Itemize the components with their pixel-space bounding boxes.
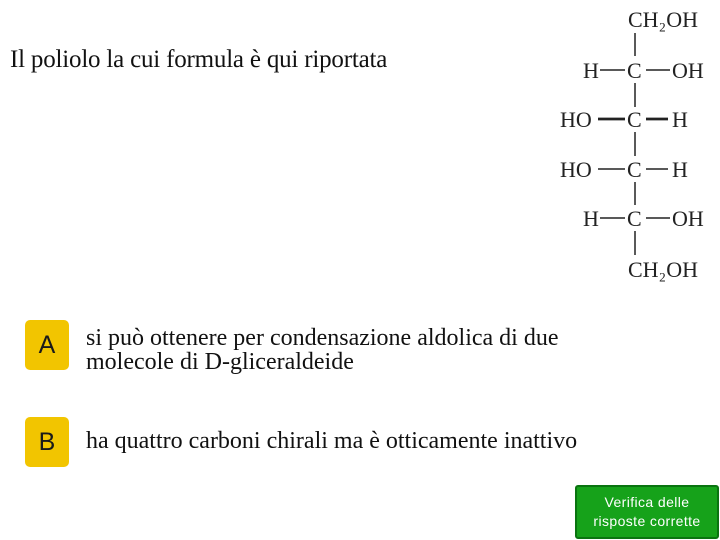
- formula-diagram: [548, 0, 720, 290]
- formula-row-3-carbon: C: [627, 157, 642, 182]
- verify-button-label-line-2: risposte corrette: [593, 513, 701, 529]
- option-a-text-line-2: molecole di D-gliceraldeide: [86, 349, 354, 375]
- question-text: Il poliolo la cui formula è qui riportata: [10, 46, 388, 73]
- option-b-text: [86, 429, 686, 453]
- formula-bottom-group: CH₂OH: [628, 257, 699, 282]
- formula-top-group: CH₂OH: [628, 7, 699, 32]
- option-a-badge[interactable]: A: [25, 320, 69, 370]
- formula-row-1-right: OH: [672, 58, 704, 83]
- formula-row-2-carbon: C: [627, 107, 642, 132]
- formula-row-3-right: H: [672, 157, 688, 182]
- formula-row-4-carbon: C: [627, 206, 642, 231]
- option-a-text-line-1: si può ottenere per condensazione aldolica di due: [86, 325, 559, 351]
- formula-row-2-right: H: [672, 107, 688, 132]
- fischer-projection-formula: [548, 0, 720, 290]
- option-a-text: [86, 326, 686, 374]
- formula-row-3-left: HO: [560, 157, 592, 182]
- formula-row-2-left: HO: [560, 107, 592, 132]
- formula-row-1-carbon: C: [627, 58, 642, 83]
- verify-answers-button[interactable]: [575, 485, 719, 539]
- formula-row-4-left: H: [583, 206, 599, 231]
- option-b-text-line-1: ha quattro carboni chirali ma è otticamente inattivo: [86, 428, 578, 454]
- option-b-badge[interactable]: B: [25, 417, 69, 467]
- verify-button-label-line-1: Verifica delle: [604, 494, 690, 510]
- formula-row-1-left: H: [583, 58, 599, 83]
- formula-row-4-right: OH: [672, 206, 704, 231]
